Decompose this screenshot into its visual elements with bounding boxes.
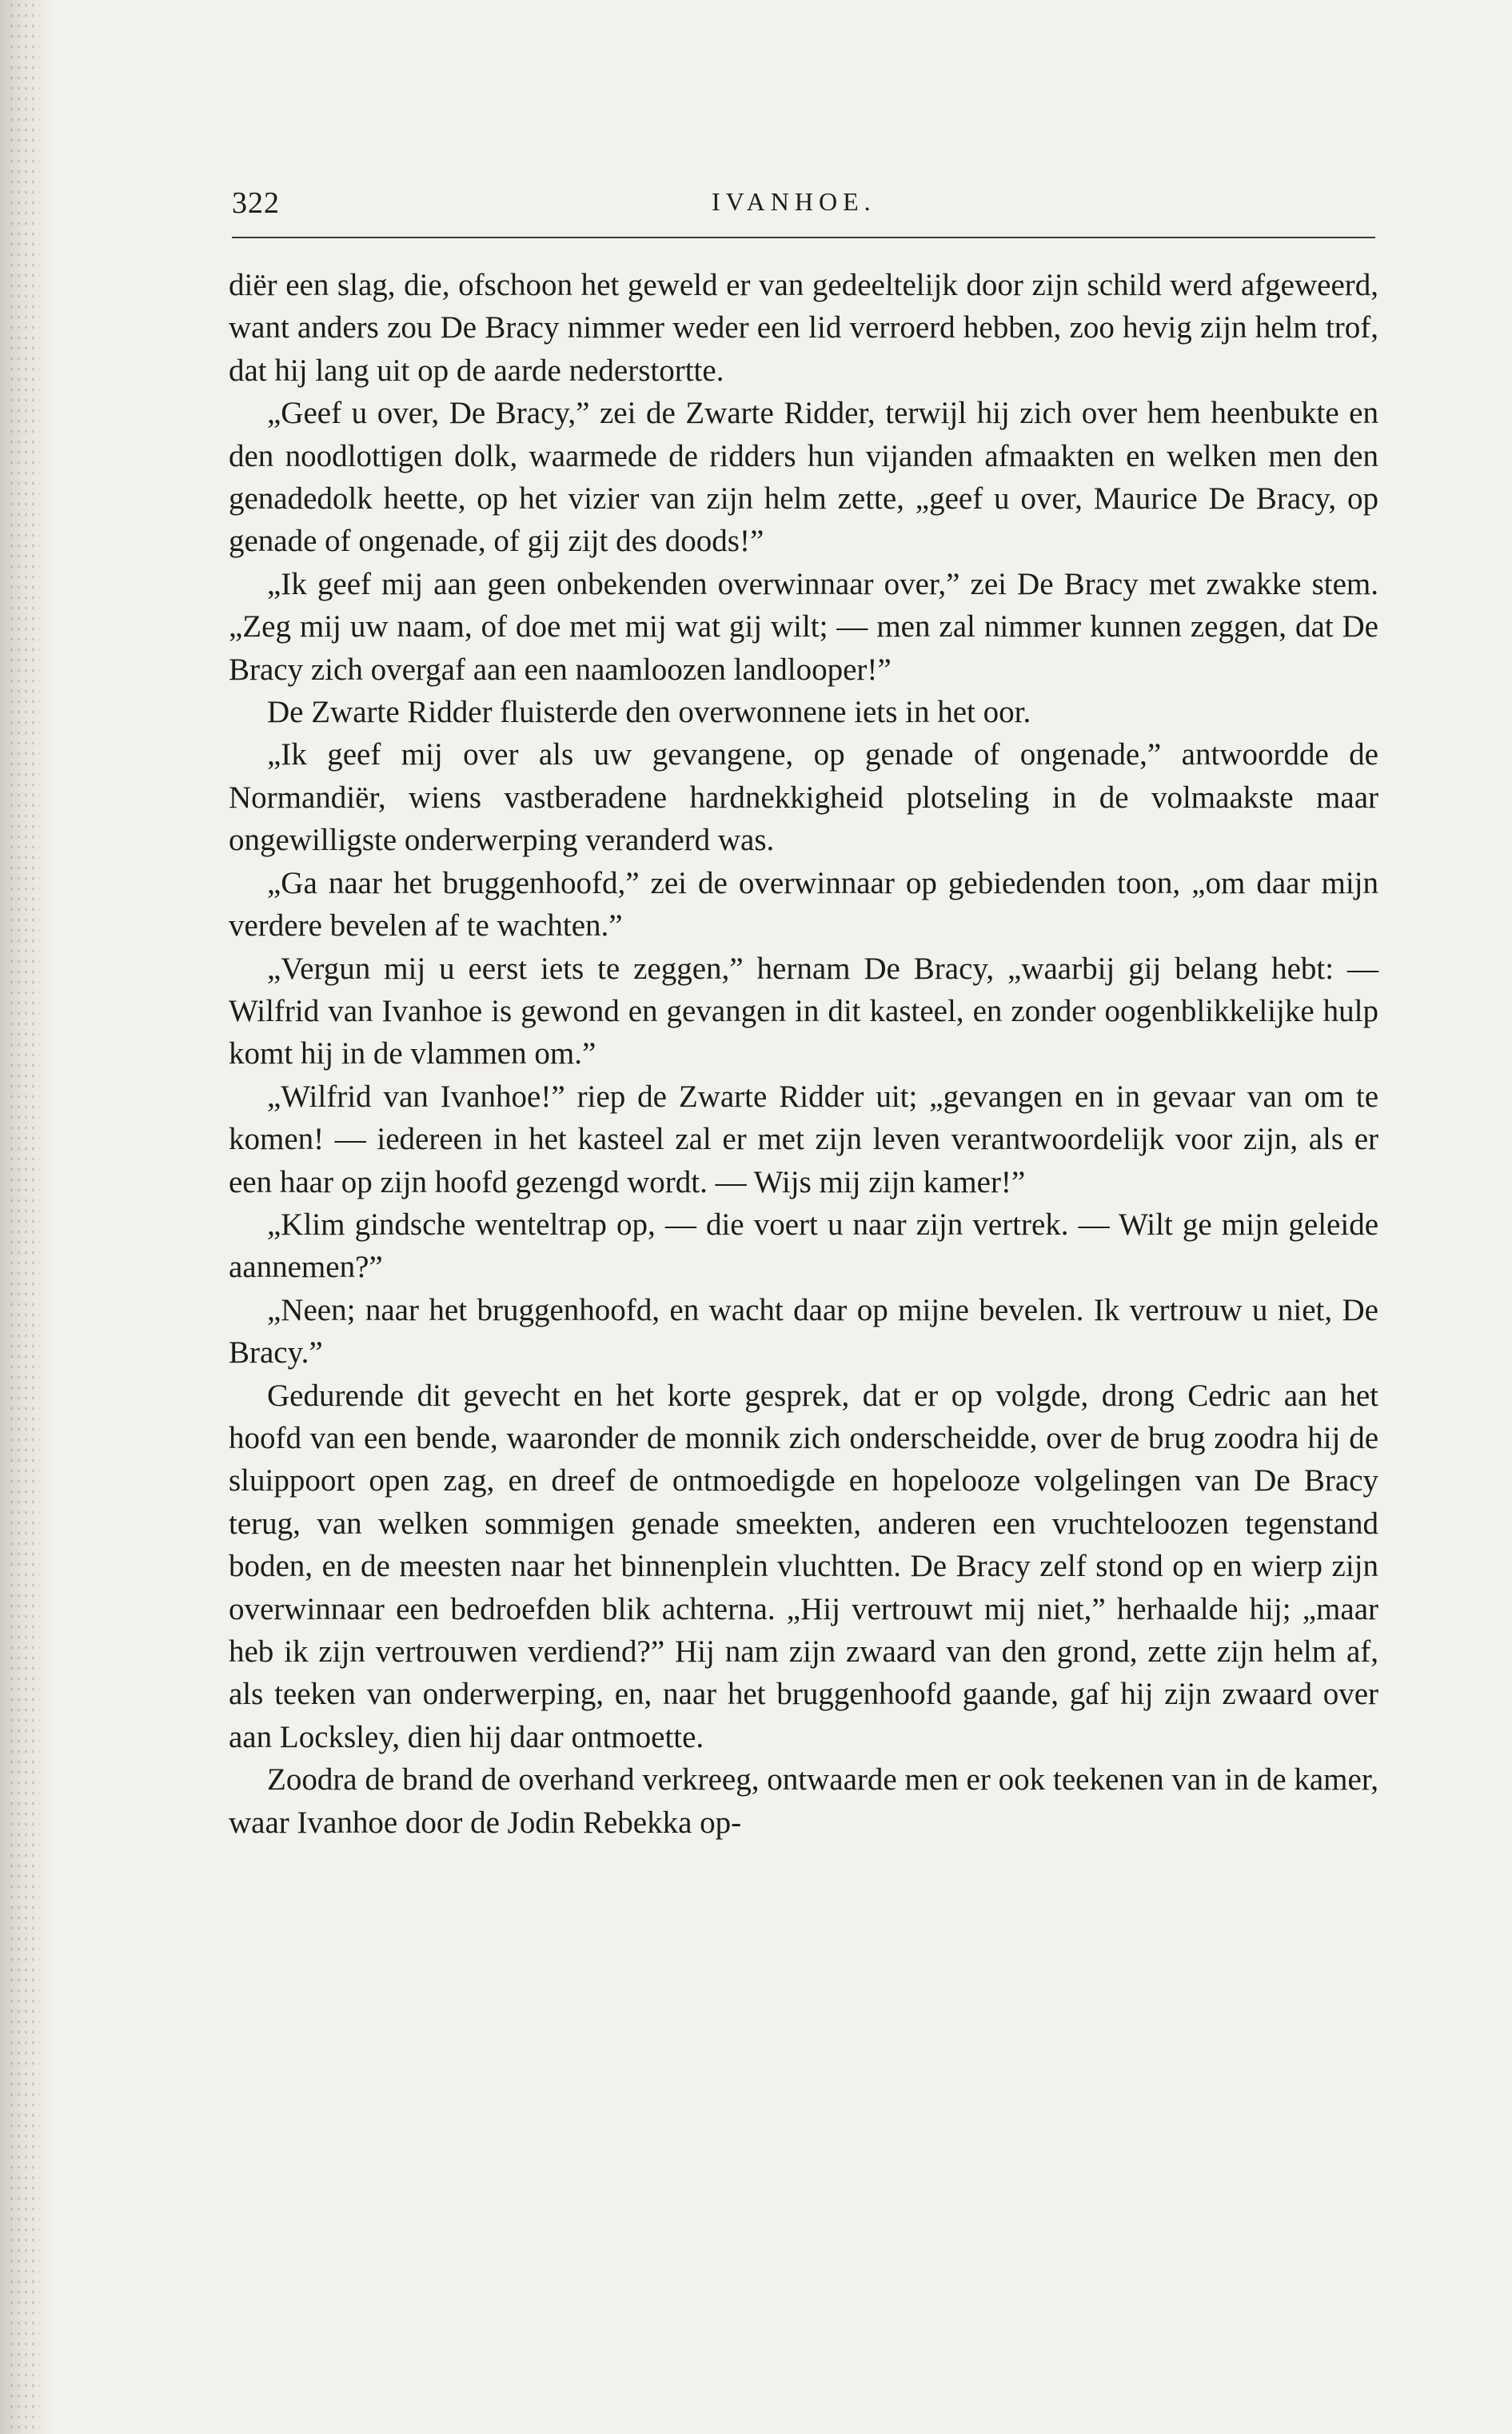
paragraph: De Zwarte Ridder fluisterde den overwonnene iets in het oor. — [267, 695, 1031, 730]
body-text — [229, 264, 1378, 1844]
paragraph: „Ga naar het bruggenhoofd,” zei de overwinnaar op gebiedenden toon, „om daar mijn verdere bevelen af te wachten.” — [229, 865, 1378, 944]
paragraph: Zoodra de brand de overhand verkreeg, ontwaarde men er ook teekenen van in de kamer, waar Ivanhoe door de Jodin Rebekka op- — [229, 1762, 1378, 1840]
page-header — [232, 186, 1375, 235]
paragraph: „Neen; naar het bruggenhoofd, en wacht daar op mijne bevelen. Ik vertrouw u niet, De Bracy.” — [229, 1292, 1378, 1371]
paragraph: „Geef u over, De Bracy,” zei de Zwarte Ridder, terwijl hij zich over hem heenbukte en den noodlottigen dolk, waarmede de ridders hun vijanden afmaakten en welken men den genadedolk heette, op het vizier van zijn helm zette, „geef u over, Maurice De Bracy, op genade of ongenade, of gij zijt des doods!” — [229, 396, 1378, 559]
paragraph: „Wilfrid van Ivanhoe!” riep de Zwarte Ridder uit; „gevangen en in gevaar van om te komen! — iedereen in het kasteel zal er met zijn leven verantwoordelijk voor zijn, als er een haar op zijn hoofd gezengd wordt. — Wijs mij zijn kamer!” — [229, 1079, 1378, 1199]
paragraph: „Vergun mij u eerst iets te zeggen,” hernam De Bracy, „waarbij gij belang hebt: — Wilfrid van Ivanhoe is gewond en gevangen in dit kasteel, en zonder oogenblikkelijke hulp komt hij in de vlammen om.” — [229, 951, 1378, 1071]
paragraph: diër een slag, die, ofschoon het geweld er van gedeeltelijk door zijn schild werd afgeweerd, want anders zou De Bracy nimmer weder een lid verroerd hebben, zoo hevig zijn helm trof, dat hij lang uit op de aarde nederstortte. — [229, 268, 1378, 388]
page-edge-speckle — [8, 0, 40, 2434]
page-number: 322 — [232, 186, 280, 220]
paragraph: „Ik geef mij aan geen onbekenden overwinnaar over,” zei De Bracy met zwakke stem. „Zeg mij uw naam, of doe met mij wat gij wilt; — men zal nimmer kunnen zeggen, dat De Bracy zich overgaf aan een naamloozen landlooper!” — [229, 566, 1378, 687]
paragraph: „Ik geef mij over als uw gevangene, op genade of ongenade,” antwoordde de Normandiër, wiens vastberadene hardnekkigheid plotseling in de volmaakste maar ongewilligste onderwerping veranderd was. — [229, 737, 1378, 858]
running-title: IVANHOE. — [712, 187, 876, 216]
paragraph: „Klim gindsche wenteltrap op, — die voert u naar zijn vertrek. — Wilt ge mijn geleide aannemen?” — [229, 1207, 1378, 1285]
header-rule — [232, 237, 1375, 238]
paragraph: Gedurende dit gevecht en het korte gesprek, dat er op volgde, drong Cedric aan het hoofd van een bende, waaronder de monnik zich onderscheidde, over de brug zoodra hij de sluippoort open zag, en dreef de ontmoedigde en hopelooze volgelingen van De Bracy terug, van welken sommigen genade smeekten, anderen een vruchteloozen tegenstand boden, en de meesten naar het binnenplein vluchtten. De Bracy zelf stond op en wierp zijn overwinnaar een bedroefden blik achterna. „Hij vertrouwt mij niet,” herhaalde hij; „maar heb ik zijn vertrouwen verdiend?” Hij nam zijn zwaard van den grond, zette zijn helm af, als teeken van onderwerping, en, naar het bruggenhoofd gaande, gaf hij zijn zwaard over aan Locksley, dien hij daar ontmoette. — [229, 1378, 1378, 1754]
